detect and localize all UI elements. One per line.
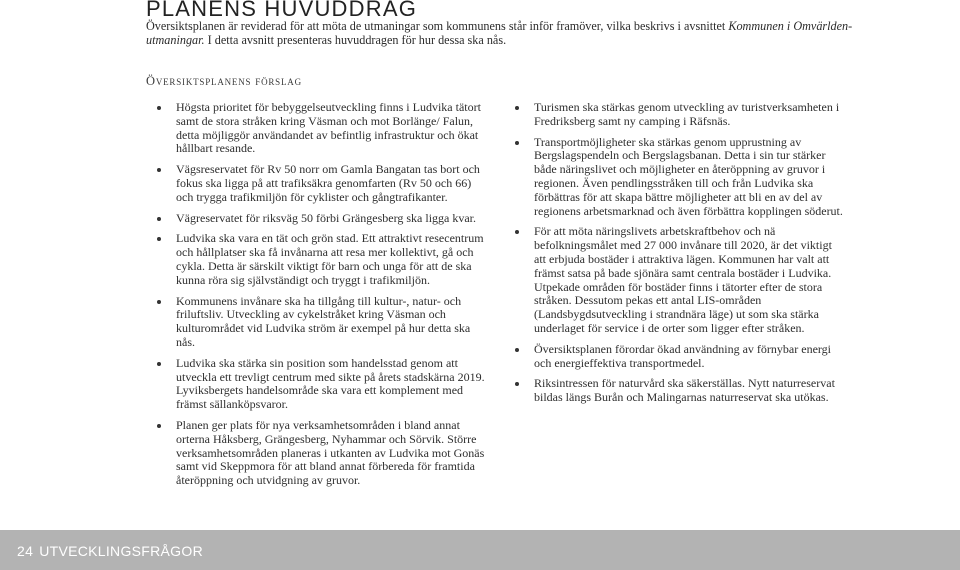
bullet-icon <box>157 237 161 241</box>
list-item: Planen ger plats för nya verksamhetsområden i bland annat orterna Håksberg, Grängesberg, Nyhammar och Sörvik. Större verksamhetsområden planeras i utkanten av Ludvika mot Gonäs samt vid Skeppmora för att bland annat förbereda för framtida återöppning och utvidgning av gruvor. <box>147 419 487 488</box>
list-item: Ludvika ska vara en tät och grön stad. Ett attraktivt resecentrum och hållplatser ska få invånarna att resa mer kollektivt, gå och cykla. Detta är särskilt viktigt för barn och unga för att de ska kunna röra sig självständigt och tryggt i trafikmiljön. <box>147 232 487 287</box>
bullet-icon <box>515 348 519 352</box>
bullet-icon <box>157 424 161 428</box>
page-number: 24 <box>17 543 34 559</box>
list-item: Högsta prioritet för bebyggelseutveckling finns i Ludvika tätort samt de stora stråken kring Väsman och mot Borlänge/ Falun, detta möjliggör användandet av befintlig infrastruktur och ökat hållbart resande. <box>147 101 487 156</box>
list-item: Transportmöjligheter ska stärkas genom upprustning av Bergslagspendeln och Bergslagsbanan. Detta i sin tur stärker både näringslivet och möjligheter en återöppning av gruvor i regionen. Även pendlingsstråken till och från Ludvika ska förbättras för att skapa bättre möjligheter att bli en av del av regionens arbetsmarknad och även förbättra kopplingen söderut. <box>505 136 845 219</box>
right-bullet-list <box>505 101 845 412</box>
section-heading: Översiktsplanens förslag <box>146 74 302 88</box>
list-item: Översiktsplanen förordar ökad användning av förnybar energi och energieffektiva transportmedel. <box>505 343 845 371</box>
intro-text-part1: Översiktsplanen är reviderad för att möta de utmaningar som kommunens står inför framöver, vilka beskrivs i avsnittet <box>146 19 729 33</box>
list-item: För att möta näringslivets arbetskraftbehov och nä befolkningsmålet med 27 000 invånare till 2020, är det viktigt att erbjuda bostäder i attraktiva lägen. Kommunen har valt att främst satsa på bade sjönära samt centrala bostäder i Ludvika. Utpekade områden för bostäder finns i tätorter efter de stora stråken. Dessutom pekas ett antal LIS-områden (Landsbygdsutveckling i strandnära läge) ut som ska stärka underlaget för service i de orter som ligger efter stråken. <box>505 225 845 335</box>
bullet-icon <box>515 106 519 110</box>
list-item: Riksintressen för naturvård ska säkerställas. Nytt naturreservat bildas längs Burån och Malingarnas naturreservat ska utökas. <box>505 377 845 405</box>
list-item: Ludvika ska stärka sin position som handelsstad genom att utveckla ett trevligt centrum med sikte på årets stadskärna 2019. Lyviksbergets handelsområde ska vara ett komplement med främst sällanköpsvaror. <box>147 357 487 412</box>
intro-paragraph <box>146 19 866 47</box>
footer-section-label: UTVECKLINGSFRÅGOR <box>39 543 203 559</box>
bullet-icon <box>157 168 161 172</box>
list-item: Kommunens invånare ska ha tillgång till kultur-, natur- och friluftsliv. Utveckling av cykelstråket kring Väsman och kulturområdet vid Ludvika ström är exempel på hur detta ska nås. <box>147 295 487 350</box>
bullet-icon <box>157 106 161 110</box>
list-item: Vägsreservatet för Rv 50 norr om Gamla Bangatan tas bort och fokus ska ligga på att trafiksäkra genomfarten (Rv 50 och 66) och trygga trafikmiljön för cyklister och gångtrafikanter. <box>147 163 487 204</box>
footer-label <box>17 543 209 559</box>
bullet-icon <box>157 362 161 366</box>
footer-bar <box>0 530 960 570</box>
bullet-icon <box>515 230 519 234</box>
left-bullet-list <box>147 101 487 495</box>
list-item: Vägreservatet för riksväg 50 förbi Grängesberg ska ligga kvar. <box>147 212 487 226</box>
intro-section-reference: Kommunen i Omvärlden-utmaningar. <box>146 19 853 47</box>
bullet-icon <box>515 141 519 145</box>
bullet-icon <box>515 382 519 386</box>
list-item: Turismen ska stärkas genom utveckling av turistverksamheten i Fredriksberg samt ny camping i Räfsnäs. <box>505 101 845 129</box>
bullet-icon <box>157 217 161 221</box>
intro-text-part2: I detta avsnitt presenteras huvuddragen för hur dessa ska nås. <box>204 33 507 47</box>
page-title: PLANENS HUVUDDRAG <box>146 0 418 21</box>
bullet-icon <box>157 300 161 304</box>
